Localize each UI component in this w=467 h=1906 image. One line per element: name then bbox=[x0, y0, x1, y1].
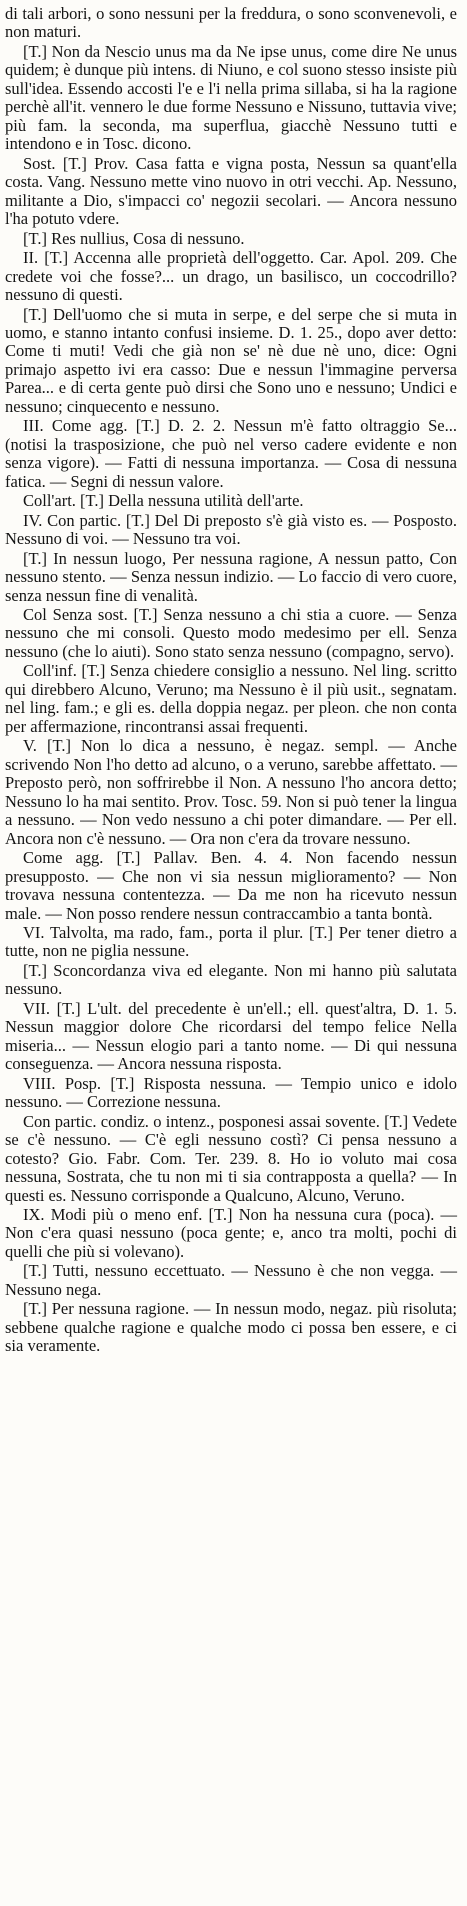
entry-paragraph: [T.] In nessun luogo, Per nessuna ragione, A nessun patto, Con nessuno stento. — Senza nessun indizio. — Lo faccio di vero cuore, senza nessun fine di venalità. bbox=[5, 548, 457, 605]
entry-paragraph: [T.] Sconcordanza viva ed elegante. Non mi hanno più salutata nessuno. bbox=[5, 960, 457, 999]
entry-paragraph: [T.] Tutti, nessuno eccettuato. — Nessuno è che non vegga. — Nessuno nega. bbox=[5, 1261, 457, 1299]
entry-paragraph: IV. Con partic. [T.] Del Di preposto s'è già visto es. — Posposto. Nessuno di voi. — Nessuno tra voi. bbox=[5, 510, 457, 549]
entry-paragraph: di tali arbori, o sono nessuni per la freddura, o sono sconvenevoli, e non maturi. bbox=[5, 4, 457, 42]
entry-paragraph: II. [T.] Accenna alle proprietà dell'oggetto. Car. Apol. 209. Che credete voi che fosse?... un drago, un basilisco, un coccodrillo? nessuno di questi. bbox=[5, 248, 457, 305]
entry-paragraph: Coll'art. [T.] Della nessuna utilità dell'arte. bbox=[23, 491, 304, 511]
entry-paragraph: VIII. Posp. [T.] Risposta nessuna. — Tempio unico e idolo nessuno. — Correzione nessuna. bbox=[5, 1073, 457, 1112]
entry-paragraph: V. [T.] Non lo dica a nessuno, è negaz. sempl. — Anche scrivendo Non l'ho detto ad alcuno, o a veruno, sarebbe affettato. — Preposto però, non soffrirebbe il Non. A nessuno l'ho ancora detto; Nessuno lo ha mai sentito. Prov. Tosc. 59. Non si può tener la lingua a nessuno. — Non vedo nessuno a chi poter dimandare. — Per ell. Ancora non c'è nessuno. — Ora non c'era da trovare nessuno. bbox=[5, 736, 457, 848]
entry-paragraph: [T.] Dell'uomo che si muta in serpe, e del serpe che si muta in uomo, e stanno intanto confusi insieme. D. 1. 25., dopo aver detto: Come ti muti! Vedi che già non se' nè due nè uno, dice: Ogni primajo aspetto ivi era casso: Due e nessun l'immagine perversa Parea... e di certa gente può dirsi che Sono uno e nessuno; Undici e nessuno; cinquecento e nessuno. bbox=[5, 304, 457, 416]
entry-paragraph: IX. Modi più o meno enf. [T.] Non ha nessuna cura (poca). — Non c'era quasi nessuno (poca gente; e, anco tra molti, pochi di quelli che più si volevano). bbox=[5, 1205, 457, 1261]
entry-paragraph: VII. [T.] L'ult. del precedente è un'ell.; ell. quest'altra, D. 1. 5. Nessun maggior dolore Che ricordarsi del tempo felice Nella miseria... — Nessun elogio pari a tanto nome. — Di qui nessuna conseguenza. — Ancora nessuna risposta. bbox=[5, 998, 457, 1074]
entry-paragraph: Sost. [T.] Prov. Casa fatta e vigna posta, Nessun sa quant'ella costa. Vang. Nessuno mette vino nuovo in otri vecchi. Ap. Nessuno, militante a Dio, s'impacci co' negozii secolari. — Ancora nessuno l'ha potuto vdere. bbox=[5, 153, 457, 229]
entry-paragraph: Come agg. [T.] Pallav. Ben. 4. 4. Non facendo nessun presupposto. — Che non vi sia nessun miglioramento? — Non trovava nessuna contentezza. — Da me non ha ricevuto nessun male. — Non posso rendere nessun contraccambio a tanta bontà. bbox=[5, 848, 457, 923]
entry-paragraph: III. Come agg. [T.] D. 2. 2. Nessun m'è fatto oltraggio Se... (notisi la trasposizione, che può nel verso cadere evidente e non senza vigore). — Fatti di nessuna importanza. — Cosa di nessuna fatica. — Segni di nessun valore. bbox=[5, 416, 457, 491]
entry-paragraph: [T.] Res nullius, Cosa di nessuno. bbox=[23, 228, 245, 248]
entry-paragraph: VI. Talvolta, ma rado, fam., porta il plur. [T.] Per tener dietro a tutte, non ne piglia nessune. bbox=[5, 922, 457, 961]
entry-paragraph: [T.] Non da Nescio unus ma da Ne ipse unus, come dire Ne unus quidem; è dunque più intens. di Niuno, e col suono stesso insiste più sull'idea. Essendo accosti l'e e l'i nella prima sillaba, si ha la ragione perchè all'it. vennero le due forme Nessuno e Nissuno, tuttavia vive; più fam. la seconda, ma superflua, giacchè Nessuno tutti e intendono e in Tosc. dicono. bbox=[5, 41, 457, 154]
entry-paragraph: Con partic. condiz. o intenz., posponesi assai sovente. [T.] Vedete se c'è nessuno. — C'è egli nessuno costì? Ci pensa nessuno a cotesto? Gio. Fabr. Com. Ter. 239. 8. Ho io voluto mai cosa nessuna, Sostrata, che tu non mi ti sia contrapposta a quella? — In questi es. Nessuno corrisponde a Qualcuno, Alcuno, Veruno. bbox=[5, 1111, 457, 1205]
entry-paragraph: [T.] Per nessuna ragione. — In nessun modo, negaz. più risoluta; sebbene qualche ragione e qualche modo ci possa ben essere, e ci sia veramente. bbox=[5, 1299, 457, 1356]
entry-paragraph: Col Senza sost. [T.] Senza nessuno a chi stia a cuore. — Senza nessuno che mi consoli. Questo modo medesimo per ell. Senza nessuno (che lo aiuti). Sono stato senza nessuno (compagno, servo). bbox=[5, 605, 457, 661]
entry-paragraph: Coll'inf. [T.] Senza chiedere consiglio a nessuno. Nel ling. scritto qui direbbero Alcuno, Veruno; ma Nessuno è il più usit., segnatam. nel ling. fam.; e gli es. della doppia negaz. per pleon. che non conta per affermazione, rincontransi assai frequenti. bbox=[5, 661, 457, 736]
